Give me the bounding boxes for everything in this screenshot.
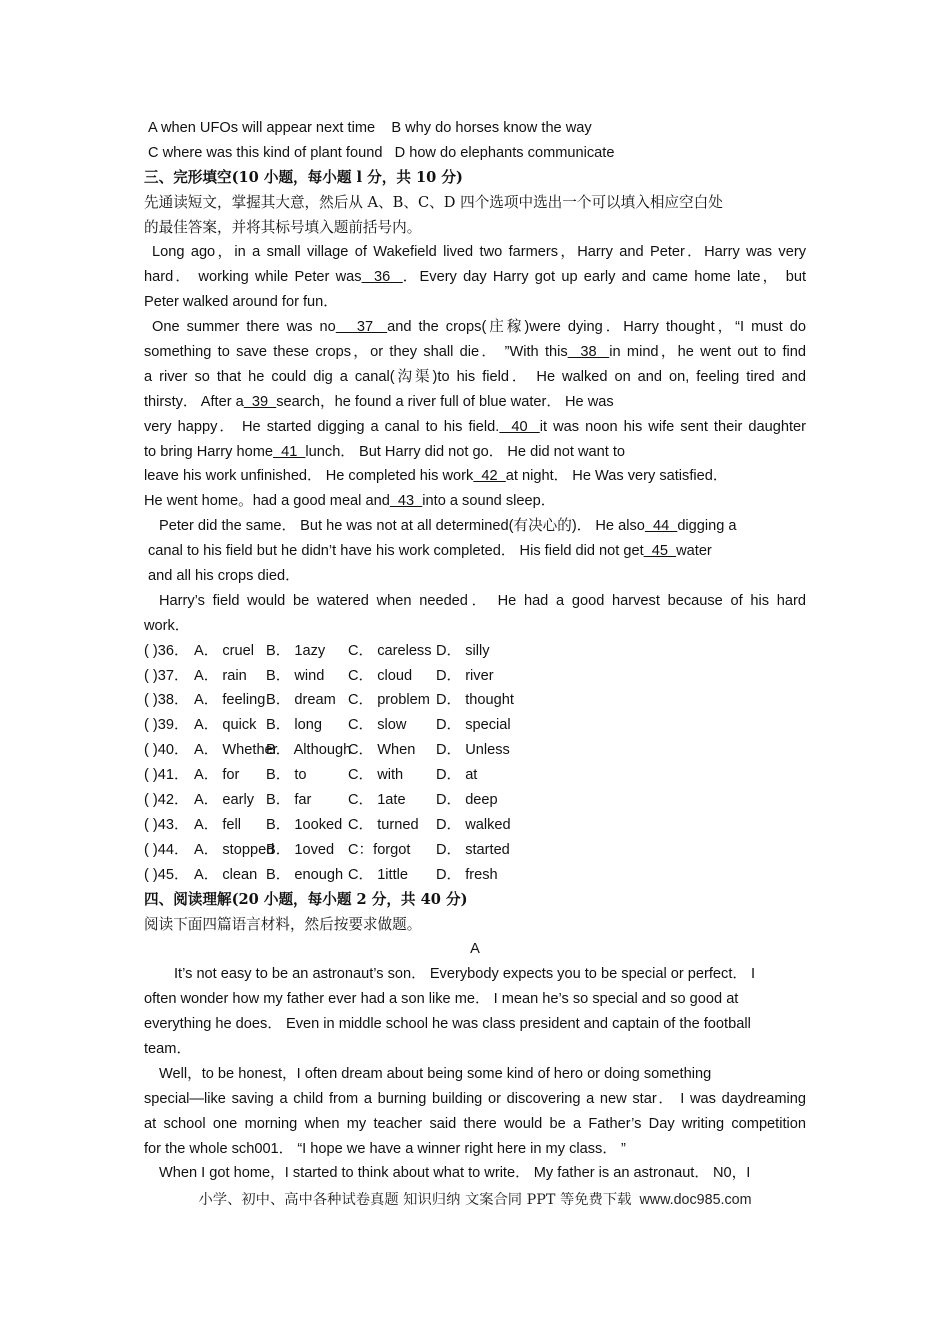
question-number: ( )40． [144,742,189,759]
passage-text: canal to his field but he didn’t have his work completed． His field did not get [148,543,644,560]
passage-line: special—like saving a child from a burning building or discovering a new star． I was daydreaming [144,1090,806,1107]
question-number: ( )36． [144,642,189,659]
passage-text: into a sound sleep． [422,493,556,510]
cloze-blank: 39 [243,393,277,410]
question-number: ( )41． [144,767,189,784]
passage-line: When I got home，I started to think about what to write． My father is an astronaut． N0，I [159,1165,751,1182]
passage-text: work． [144,617,190,634]
passage-text: Peter did the same． But he was not at all determined(有决心的)． He also [159,518,645,535]
passage-line: It’s not easy to be an astronaut’s son． Everybody expects you to be special or perfect． I [174,966,756,983]
option-d: D． river [436,667,494,684]
passage-line: everything he does． Even in middle school he was class president and captain of the football [144,1016,751,1033]
option-d: D． walked [436,816,511,833]
passage-line [144,315,806,340]
option-d: D． deep [436,792,498,809]
question-number: ( )37． [144,667,189,684]
option-c: C． 1ittle [348,866,409,883]
option-b: B． 1azy [266,642,326,659]
option-a: A． quick [194,717,257,734]
passage-line [144,464,806,489]
passage-text: a river so that he could dig a canal(沟渠)to his field． He walked on and on, feeling tired and [144,368,806,385]
question-number: ( )43． [144,816,189,833]
option-c: C． problem [348,692,430,709]
passage-text: One summer there was no [152,319,336,336]
option-d: D． thought [436,692,514,709]
option-a: A． cruel [194,642,255,659]
passage-line [144,415,806,440]
cloze-blank: 38 [567,344,610,361]
cloze-instructions: 先通读短文，掌握其大意，然后从 A、B、C、D 四个选项中选出一个可以填入相应空白处 [144,193,723,211]
option-a: A． feeling [194,692,266,709]
cloze-blank: 43 [389,493,423,510]
option-b: B． 1oved [266,841,335,858]
cloze-instructions: 的最佳答案，并将其标号填入题前括号内。 [144,218,422,236]
passage-line [144,539,806,564]
question-number: ( )44． [144,841,189,858]
option-a: A． Whether [194,742,278,759]
option-b: B． far [266,792,312,809]
passage-text: it was noon his wife sent their daughter [539,418,806,435]
passage-text: something to save these crops，or they shall die． ”With this [144,344,568,361]
reading-passage [144,962,806,1186]
option-row [144,838,806,863]
passage-text: ．Every day Harry got up early and came home late， but [402,269,806,286]
option-a: A． for [194,767,240,784]
option-b: B． Although [266,742,352,759]
passage-line [144,514,806,539]
cloze-section-heading: 三、完形填空(10 小题，每小题 l 分，共 10 分) [144,168,463,186]
footer-text: 小学、初中、高中各种试卷真题 知识归纳 文案合同 PPT 等免费下载 [198,1192,632,1208]
passage-text: water [676,543,712,560]
question-number: ( )39． [144,717,189,734]
passage-label: A [470,941,480,958]
option-a: A． fell [194,816,242,833]
passage-line: often wonder how my father ever had a son like me． I mean he’s so special and so good at [144,991,739,1008]
passage-line [144,340,806,365]
option-d: D． special [436,717,511,734]
question-number: ( )38． [144,692,189,709]
option-c: C：forgot [348,841,411,858]
option-c: C． cloud [348,667,413,684]
passage-line [144,290,806,315]
option-a: A． stopped [194,841,275,858]
question-number: ( )45． [144,866,189,883]
passage-line [144,614,806,639]
passage-text: Peter walked around for fun． [144,294,338,311]
passage-text: and the crops(庄稼)were dying．Harry thought，“I must do [387,319,806,336]
passage-text: to bring Harry home [144,443,273,460]
passage-text: in mind，he went out to find [609,344,806,361]
passage-line [144,365,806,390]
option-d: D． fresh [436,866,498,883]
passage-line [144,240,806,265]
option-b: B． enough [266,866,344,883]
passage-line [144,489,806,514]
cloze-passage [144,240,806,638]
cloze-blank: 37 [335,319,388,336]
document-page [144,116,806,1186]
option-d: D． Unless [436,742,510,759]
passage-line [144,440,806,465]
passage-text: Harry’s field would be watered when needed． He had a good harvest because of his hard [159,592,806,609]
cloze-blank: 44 [644,518,678,535]
reading-section-heading: 四、阅读理解(20 小题，每小题 2 分，共 40 分) [144,890,468,908]
option-a: A． clean [194,866,258,883]
passage-line [144,564,806,589]
passage-line: for the whole sch001． “I hope we have a winner right here in my class． ” [144,1140,626,1157]
passage-text: very happy． He started digging a canal to his field. [144,418,500,435]
option-b: B． long [266,717,322,734]
option-row [144,813,806,838]
passage-text: lunch． But Harry did not go． He did not want to [305,443,626,460]
option-row [144,763,806,788]
option-b: B． 1ooked [266,816,343,833]
passage-text: search，he found a river full of blue water． He was [276,393,614,410]
footer-url[interactable]: www.doc985.com [639,1192,752,1208]
option-d: D． at [436,767,478,784]
passage-line: Well，to be honest，I often dream about being some kind of hero or doing something [159,1065,712,1082]
passage-text: at night． He Was very satisfied． [505,468,728,485]
option-b: B． to [266,767,307,784]
passage-line [144,589,806,614]
question-number: ( )42． [144,792,189,809]
option-row [144,738,806,763]
option-d: D． silly [436,642,490,659]
passage-text: Long ago，in a small village of Wakefield lived two farmers，Harry and Peter．Harry was very [152,244,806,261]
option-c: C． turned [348,816,419,833]
option-row [144,788,806,813]
passage-text: hard． working while Peter was [144,269,362,286]
reading-instructions: 阅读下面四篇语言材料，然后按要求做题。 [144,915,422,933]
option-b: B． dream [266,692,336,709]
cloze-blank: 41 [272,443,306,460]
passage-text: and all his crops died． [148,568,300,585]
option-c: C． 1ate [348,792,406,809]
passage-line [144,265,806,290]
cloze-blank: 42 [473,468,506,485]
passage-text: digging a [677,518,737,535]
passage-text: leave his work unfinished． He completed his work [144,468,474,485]
option-c: C． When [348,742,416,759]
passage-line: team． [144,1040,192,1057]
option-d: D． started [436,841,510,858]
cloze-options [144,639,806,888]
cloze-blank: 40 [499,418,540,435]
option-c: C． with [348,767,404,784]
passage-line [144,390,806,415]
option-c: C． slow [348,717,407,734]
option-a: A． early [194,792,255,809]
cloze-blank: 36 [361,269,403,286]
answer-option-line: A when UFOs will appear next time B why do horses know the way [148,120,592,136]
option-row [144,639,806,664]
passage-text: He went home。had a good meal and [144,493,390,510]
option-row [144,713,806,738]
passage-line: at school one morning when my teacher said there would be a Father’s Day writing competition [144,1115,806,1132]
option-c: C． careless [348,642,432,659]
page-footer [0,1189,950,1209]
option-a: A． rain [194,667,247,684]
option-b: B． wind [266,667,325,684]
option-row [144,863,806,888]
cloze-blank: 45 [643,543,677,560]
passage-text: thirsty． After a [144,393,244,410]
option-row [144,664,806,689]
option-row [144,688,806,713]
answer-option-line: C where was this kind of plant found D how do elephants communicate [148,144,615,161]
